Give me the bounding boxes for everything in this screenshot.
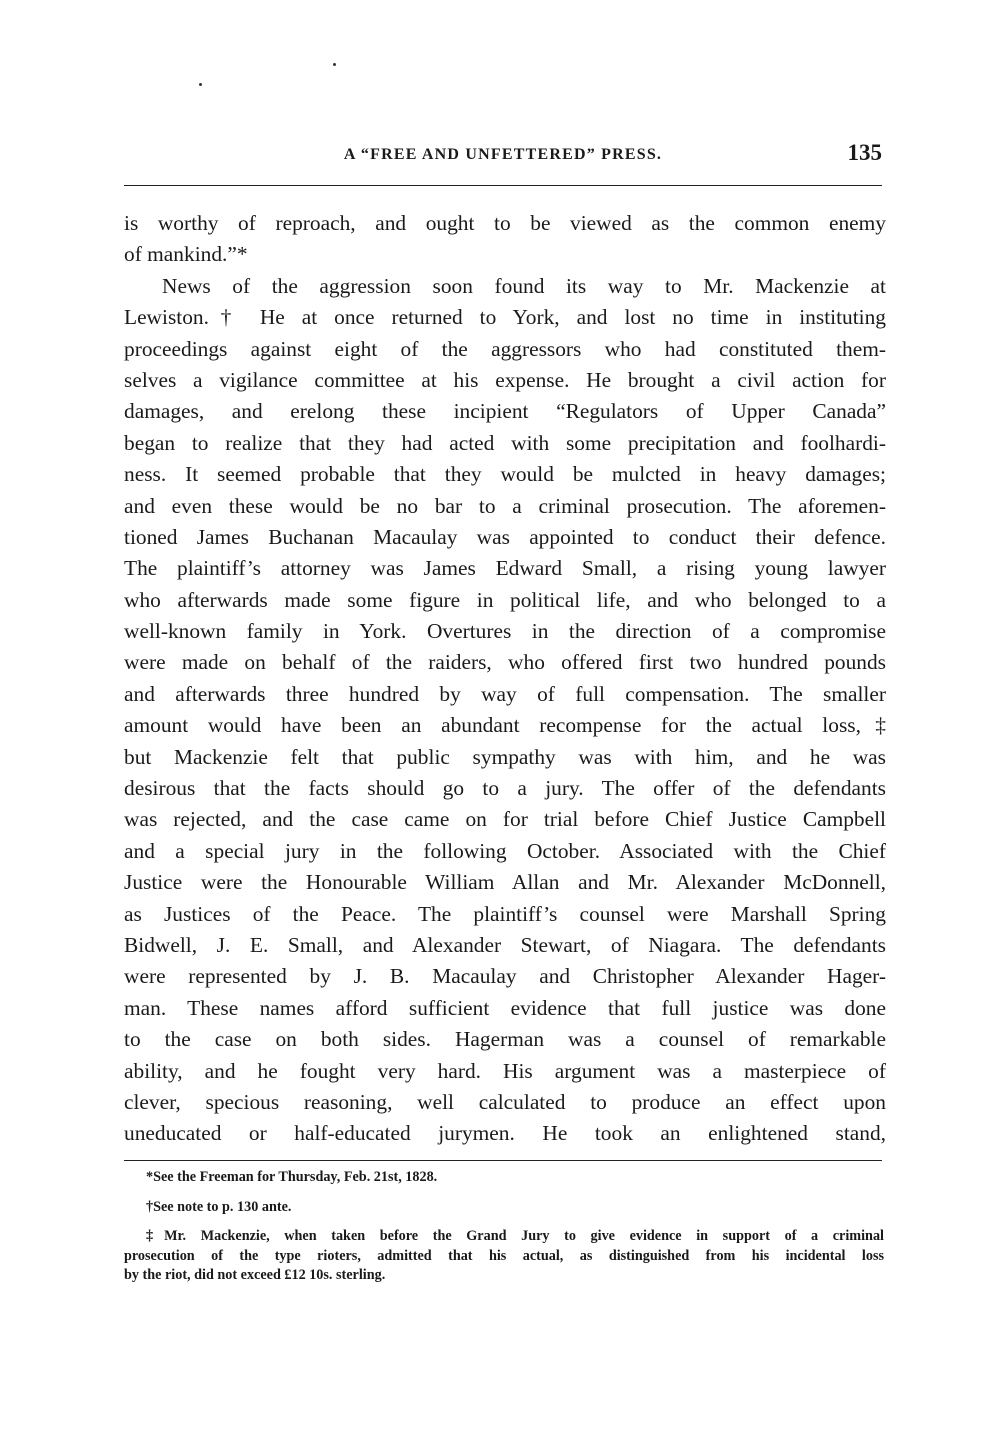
footnote <box>124 1168 884 1188</box>
footnote <box>124 1227 884 1286</box>
header-rule <box>124 185 882 186</box>
body-line: Lewiston.† He at once returned to York, and lost no time in instituting <box>124 305 886 330</box>
body-line: tioned James Buchanan Macaulay was appointed to conduct their defence. <box>124 524 886 549</box>
page-header <box>124 140 882 176</box>
footnote-line: by the riot, did not exceed £12 10s. sterling. <box>124 1267 386 1283</box>
body-line: selves a vigilance committee at his expense. He brought a civil action for <box>124 367 886 392</box>
footnote <box>124 1198 884 1218</box>
print-speck <box>199 83 202 86</box>
body-line: ability, and he fought very hard. His argument was a masterpiece of <box>124 1058 886 1083</box>
body-line: to the case on both sides. Hagerman was a counsel of remarkable <box>124 1027 886 1052</box>
body-line: uneducated or half-educated jurymen. He took an enlightened stand, <box>124 1121 886 1146</box>
page-number: 135 <box>847 140 882 165</box>
body-line: was rejected, and the case came on for trial before Chief Justice Campbell <box>124 807 886 832</box>
body-line: The plaintiff’s attorney was James Edward Small, a rising young lawyer <box>124 556 886 581</box>
body-line: as Justices of the Peace. The plaintiff’s counsel were Marshall Spring <box>124 901 886 926</box>
footnote-line: *See the Freeman for Thursday, Feb. 21st, 1828. <box>146 1169 438 1185</box>
body-line: desirous that the facts should go to a jury. The offer of the defendants <box>124 776 886 801</box>
body-line: amount would have been an abundant recompense for the actual loss,‡ <box>124 713 886 738</box>
footnote-line: prosecution of the type rioters, admitted that his actual, as distinguished from his incidental loss <box>124 1247 884 1264</box>
body-line: clever, specious reasoning, well calculated to produce an effect upon <box>124 1089 886 1114</box>
body-line: of mankind.”* <box>124 242 248 267</box>
footnotes <box>124 1168 884 1296</box>
body-line: and even these would be no bar to a criminal prosecution. The aforemen- <box>124 493 886 518</box>
body-line: man. These names afford sufficient evidence that full justice was done <box>124 995 886 1020</box>
body-line: Justice were the Honourable William Allan and Mr. Alexander McDonnell, <box>124 870 886 895</box>
running-head: A “FREE AND UNFETTERED” PRESS. <box>343 146 663 163</box>
print-speck <box>333 63 336 66</box>
body-text <box>124 208 886 1150</box>
body-line: News of the aggression soon found its way to Mr. Mackenzie at <box>162 273 886 298</box>
body-line: began to realize that they had acted with some precipitation and foolhardi- <box>124 430 886 455</box>
body-line: who afterwards made some figure in political life, and who belonged to a <box>124 587 886 612</box>
body-line: ness. It seemed probable that they would be mulcted in heavy damages; <box>124 462 886 487</box>
body-line: but Mackenzie felt that public sympathy was with him, and he was <box>124 744 886 769</box>
body-line: is worthy of reproach, and ought to be viewed as the common enemy <box>124 211 886 235</box>
footnote-rule <box>124 1160 882 1161</box>
body-line: and afterwards three hundred by way of full compensation. The smaller <box>124 681 886 706</box>
footnote-line: †See note to p. 130 ante. <box>146 1198 292 1215</box>
body-line: were made on behalf of the raiders, who offered first two hundred pounds <box>124 650 886 675</box>
body-line: proceedings against eight of the aggressors who had constituted them- <box>124 336 886 361</box>
body-line: damages, and erelong these incipient “Regulators of Upper Canada” <box>124 399 886 424</box>
footnote-line: ‡Mr. Mackenzie, when taken before the Grand Jury to give evidence in support of a criminal <box>146 1228 884 1244</box>
body-line: Bidwell, J. E. Small, and Alexander Stewart, of Niagara. The defendants <box>124 932 886 957</box>
body-line: were represented by J. B. Macaulay and Christopher Alexander Hager- <box>124 964 886 989</box>
body-line: and a special jury in the following October. Associated with the Chief <box>124 838 886 863</box>
body-line: well-known family in York. Overtures in the direction of a compromise <box>124 619 886 644</box>
